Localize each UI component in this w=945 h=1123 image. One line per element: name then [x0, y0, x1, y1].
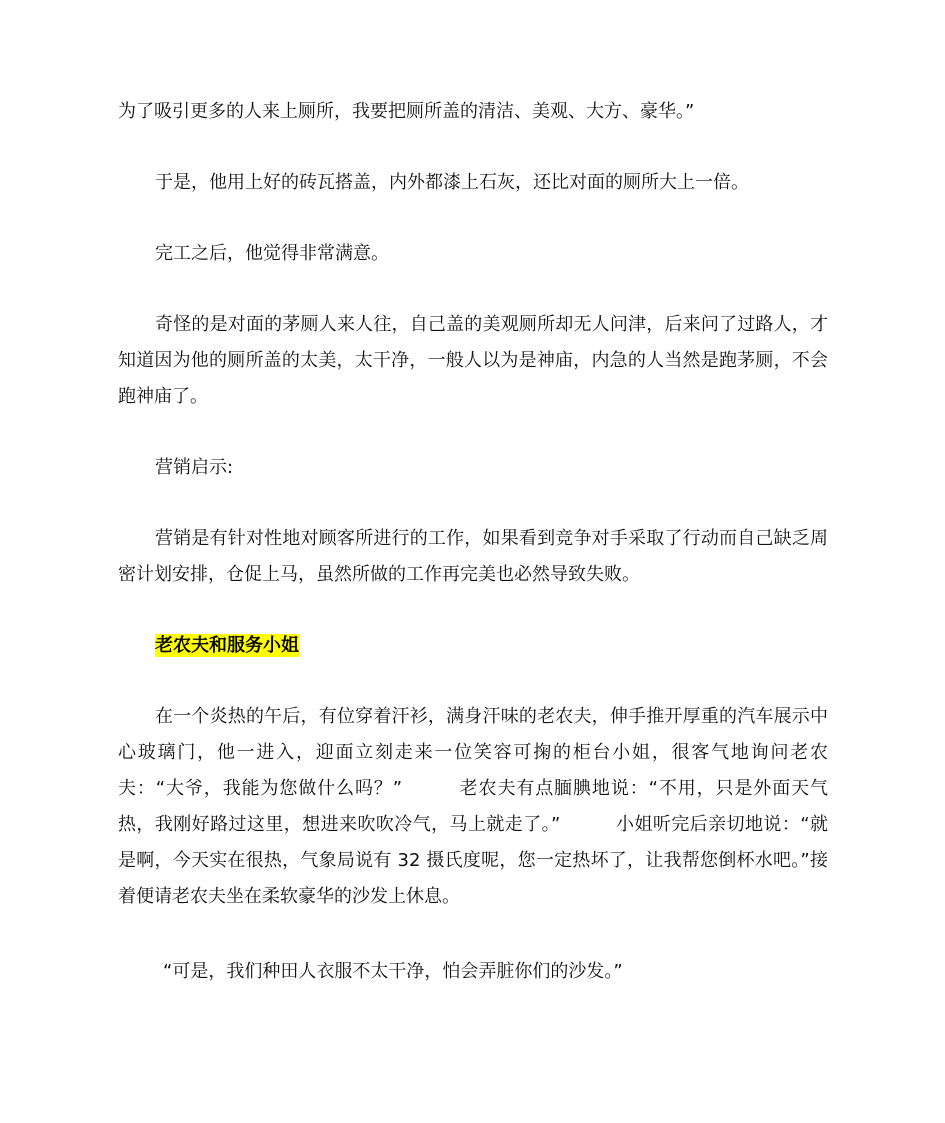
paragraph-building: 于是，他用上好的砖瓦搭盖，内外都漆上石灰，还比对面的厕所大上一倍。: [155, 172, 749, 193]
paragraph-marketing-lesson: 营销是有针对性地对顾客所进行的工作，如果看到竞争对手采取了行动而自己缺乏周密计划安排，仓促上马，虽然所做的工作再完美也必然导致失败。: [118, 528, 828, 585]
section-heading: [155, 628, 299, 664]
paragraph-marketing-label: 营销启示:: [155, 457, 234, 478]
paragraph-farmer-reply: “可是，我们种田人衣服不太干净，怕会弄脏你们的沙发。”: [163, 961, 623, 982]
heading-highlight: 老农夫和服务小姐: [155, 635, 299, 656]
paragraph-toilet-quote: 为了吸引更多的人来上厕所，我要把厕所盖的清洁、美观、大方、豪华。”: [118, 101, 695, 122]
paragraph-strange-result: 奇怪的是对面的茅厕人来人往，自己盖的美观厕所却无人问津，后来问了过路人，才知道因为他的厕所盖的太美，太干净，一般人以为是神庙，内急的人当然是跑茅厕，不会跑神庙了。: [118, 314, 828, 407]
paragraph-farmer-story: 在一个炎热的午后，有位穿着汗衫，满身汗味的老农夫，伸手推开厚重的汽车展示中心玻璃门，他一进入，迎面立刻走来一位笑容可掬的柜台小姐，很客气地询问老农夫：“大爷，我能为您做什么吗？” 老农夫有点腼腆地说：“不用，只是外面天气热，我刚好路过这里，想进来吹吹冷气，马上就走了。” 小姐听完后亲切地说：“就是啊，今天实在很热，气象局说有 32 摄氏度呢，您一定热坏了，让我帮您倒杯水吧。”接着便请老农夫坐在柔软豪华的沙发上休息。: [118, 706, 828, 907]
paragraph-satisfied: 完工之后，他觉得非常满意。: [155, 243, 389, 264]
